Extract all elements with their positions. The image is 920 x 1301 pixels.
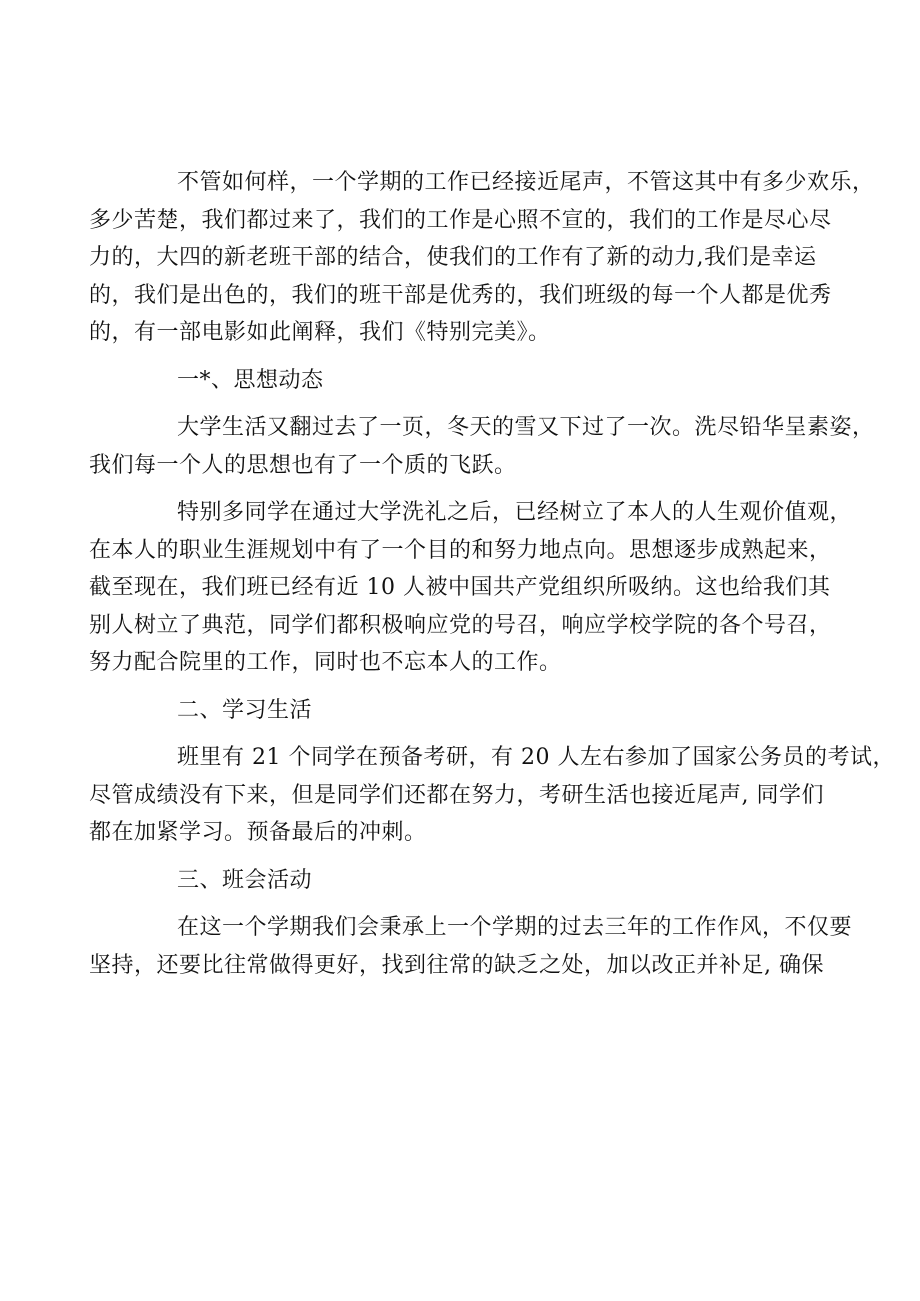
text-line: 的，我们是出色的，我们的班干部是优秀的，我们班级的每一个人都是优秀 (89, 282, 832, 308)
text-line: 截至现在，我们班已经有近 10 人被中国共产党组织所吸纳。这也给我们其 (89, 575, 831, 600)
ideology-paragraph-1 (89, 409, 875, 484)
text-line: 大学生活又翻过去了一页，冬天的雪又下过了一次。洗尽铅华呈素姿， (177, 415, 875, 440)
section-heading-activities: 三、班会活动 (177, 867, 313, 893)
section-heading-ideology: 一*、思想动态 (177, 367, 324, 393)
text-line: 尽管成绩没有下来，但是同学们还都在努力，考研生活也接近尾声, 同学们 (89, 782, 824, 808)
text-line: 我们每一个人的思想也有了一个质的飞跃。 (89, 452, 517, 478)
study-paragraph (89, 739, 895, 852)
text-line: 在这一个学期我们会秉承上一个学期的过去三年的工作作风，不仅要 (177, 915, 853, 940)
text-line: 都在加紧学习。预备最后的冲刺。 (89, 820, 427, 845)
text-line: 别人树立了典范，同学们都积极响应党的号召，响应学校学院的各个号召， (89, 612, 832, 638)
text-line: 特别多同学在通过大学洗礼之后，已经树立了本人的人生观价值观， (177, 500, 853, 525)
text-line: 力的，大四的新老班干部的结合，使我们的工作有了新的动力,我们是幸运 (89, 245, 817, 270)
text-line: 在本人的职业生涯规划中有了一个目的和努力地点向。思想逐步成熟起来， (89, 537, 832, 563)
document-body (89, 164, 895, 994)
text-line: 坚持，还要比往常做得更好，找到往常的缺乏之处，加以改正并补足, 确保 (89, 952, 824, 978)
text-line: 多少苦楚，我们都过来了，我们的工作是心照不宣的，我们的工作是尽心尽 (89, 207, 832, 233)
activities-paragraph (89, 909, 853, 984)
text-line: 不管如何样，一个学期的工作已经接近尾声，不管这其中有多少欢乐， (177, 170, 875, 195)
text-line: 班里有 21 个同学在预备考研，有 20 人左右参加了国家公务员的考试， (177, 745, 895, 770)
text-line: 努力配合院里的工作，同时也不忘本人的工作。 (89, 650, 562, 675)
ideology-paragraph-2 (89, 494, 853, 682)
text-line: 的，有一部电影如此阐释，我们《特别完美》。 (89, 320, 551, 345)
section-heading-study: 二、学习生活 (177, 697, 313, 723)
intro-paragraph (89, 164, 875, 352)
